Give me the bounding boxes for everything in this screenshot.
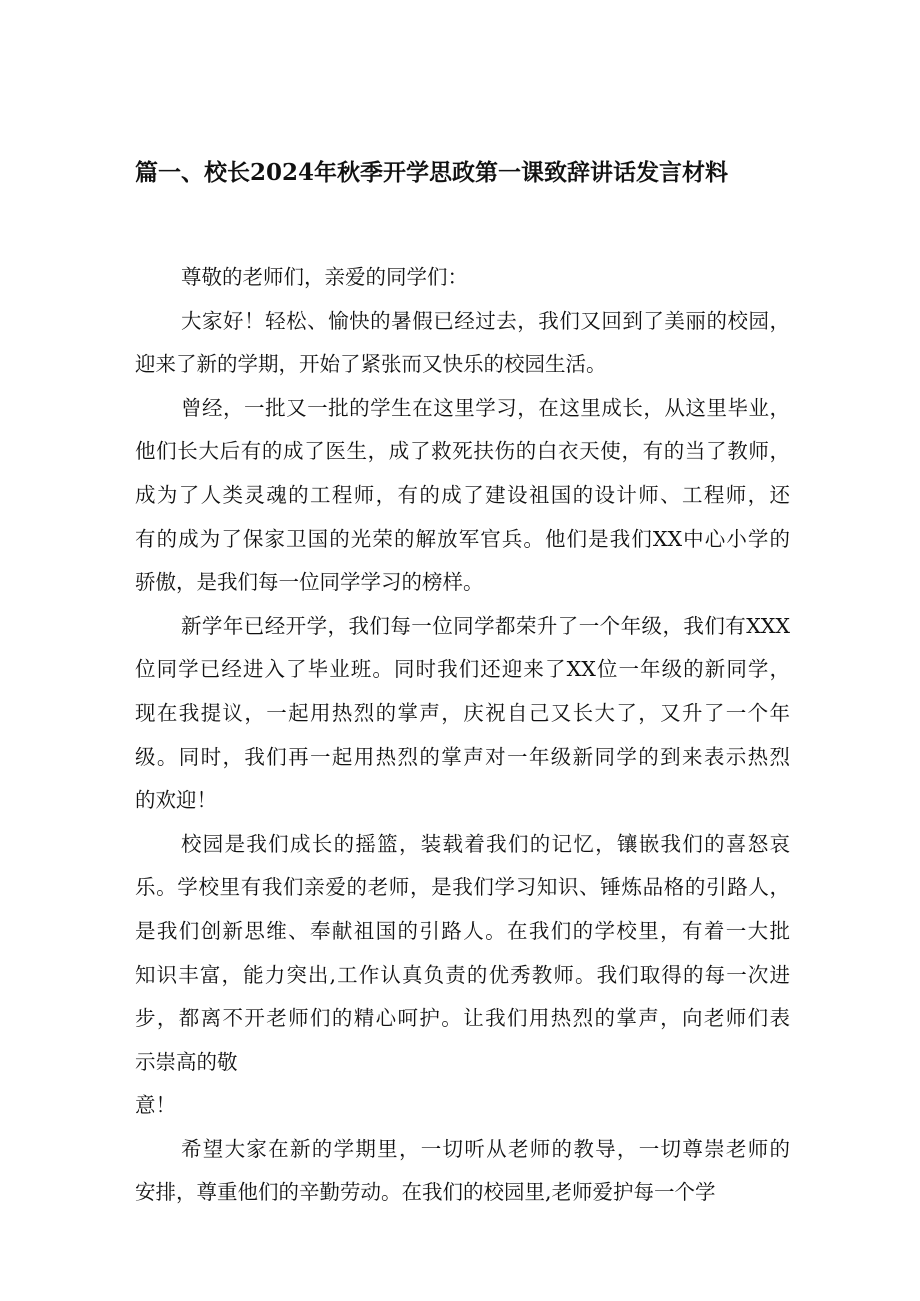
paragraph-line: 大家好！轻松、愉快的暑假已经过去，我们又回到了美丽的校园， xyxy=(181,308,790,333)
paragraph-line: 希望大家在新的学期里，一切听从老师的教导，一切尊崇老师的 xyxy=(181,1136,790,1161)
paragraph-line: 成为了人类灵魂的工程师，有的成了建设祖国的设计师、工程师，还 xyxy=(135,482,790,507)
paragraph xyxy=(135,387,790,605)
paragraph xyxy=(135,1128,790,1215)
paragraph xyxy=(135,256,790,300)
paragraph xyxy=(135,823,790,1085)
paragraph-line: 新学年已经开学，我们每一位同学都荣升了一个年级，我们有XXX xyxy=(181,613,790,638)
paragraph-line: 有的成为了保家卫国的光荣的解放军官兵。他们是我们XX中心小学的 xyxy=(135,526,790,551)
paragraph-line: 级。同时，我们再一起用热烈的掌声对一年级新同学的到来表示热烈 xyxy=(135,744,790,769)
paragraph-line: 意！ xyxy=(135,1093,176,1118)
paragraph-line: 他们长大后有的成了医生，成了救死扶伤的白衣天使，有的当了教师， xyxy=(135,439,790,464)
paragraph-line: 校园是我们成长的摇篮，装载着我们的记忆，镶嵌我们的喜怒哀 xyxy=(181,831,790,856)
paragraph-line: 乐。学校里有我们亲爱的老师，是我们学习知识、锤炼品格的引路人， xyxy=(135,875,790,900)
paragraph-line: 骄傲，是我们每一位同学学习的榜样。 xyxy=(135,570,484,595)
paragraph-line: 是我们创新思维、奉献祖国的引路人。在我们的学校里，有着一大批 xyxy=(135,918,790,943)
paragraph-line: 位同学已经进入了毕业班。同时我们还迎来了XX位一年级的新同学， xyxy=(135,657,790,682)
document-title: 篇一、校长2024年秋季开学思政第一课致辞讲话发言材料 xyxy=(135,159,729,186)
paragraph xyxy=(135,1084,790,1128)
paragraph-line: 现在我提议，一起用热烈的掌声，庆祝自己又长大了，又升了一个年 xyxy=(135,700,790,725)
paragraph xyxy=(135,300,790,387)
paragraph-line: 步，都离不开老师们的精心呵护。让我们用热烈的掌声，向老师们表 xyxy=(135,1006,790,1031)
document-body xyxy=(135,256,790,1215)
paragraph xyxy=(135,605,790,823)
paragraph-line: 安排，尊重他们的辛勤劳动。在我们的校园里,老师爱护每一个学 xyxy=(135,1180,716,1205)
paragraph-line: 知识丰富，能力突出,工作认真负责的优秀教师。我们取得的每一次进 xyxy=(135,962,790,987)
paragraph-line: 示崇高的敬 xyxy=(135,1049,238,1074)
paragraph-line: 尊敬的老师们，亲爱的同学们： xyxy=(181,265,468,289)
paragraph-line: 迎来了新的学期，开始了紧张而又快乐的校园生活。 xyxy=(135,352,607,377)
paragraph-line: 的欢迎！ xyxy=(135,788,217,813)
paragraph-line: 曾经，一批又一批的学生在这里学习，在这里成长，从这里毕业， xyxy=(181,395,790,420)
